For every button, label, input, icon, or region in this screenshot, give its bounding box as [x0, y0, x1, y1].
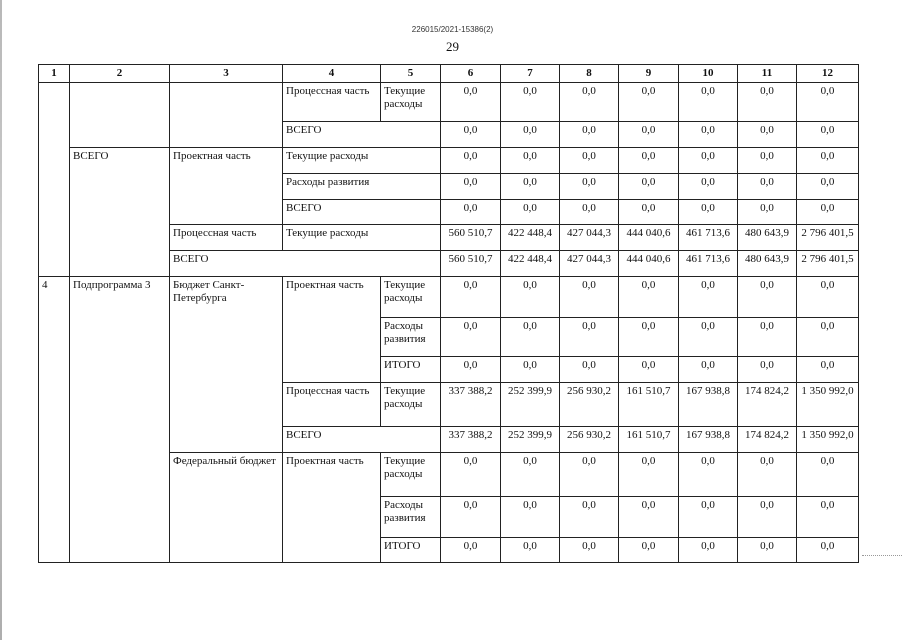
value-cell: 0,0: [619, 497, 679, 538]
expense-type: Текущие расходы: [381, 83, 441, 122]
subprogram-name: Подпрограмма 3: [70, 277, 170, 563]
column-header: 9: [619, 65, 679, 83]
budget-source: Бюджет Санкт-Петербурга: [170, 277, 283, 453]
value-cell: 560 510,7: [441, 251, 501, 277]
value-cell: 0,0: [501, 83, 560, 122]
value-cell: 461 713,6: [679, 251, 738, 277]
value-cell: 167 938,8: [679, 427, 738, 453]
value-cell: 0,0: [501, 453, 560, 497]
scan-edge: [0, 0, 2, 640]
value-cell: 0,0: [738, 453, 797, 497]
value-cell: 0,0: [441, 200, 501, 225]
value-cell: 161 510,7: [619, 383, 679, 427]
value-cell: 0,0: [797, 453, 859, 497]
total-label: ВСЕГО: [283, 200, 441, 225]
value-cell: 0,0: [797, 83, 859, 122]
value-cell: 161 510,7: [619, 427, 679, 453]
value-cell: 0,0: [560, 453, 619, 497]
part-label: Процессная часть: [283, 383, 381, 427]
part-label: Проектная часть: [283, 277, 381, 383]
value-cell: 427 044,3: [560, 251, 619, 277]
expense-type: Текущие расходы: [381, 277, 441, 318]
value-cell: 0,0: [619, 148, 679, 174]
value-cell: 0,0: [441, 122, 501, 148]
value-cell: 0,0: [679, 453, 738, 497]
column-header: 11: [738, 65, 797, 83]
part-label: Проектная часть: [283, 453, 381, 563]
value-cell: 0,0: [501, 357, 560, 383]
value-cell: 0,0: [560, 174, 619, 200]
value-cell: 0,0: [560, 497, 619, 538]
value-cell: 0,0: [619, 318, 679, 357]
value-cell: 0,0: [501, 277, 560, 318]
value-cell: 0,0: [679, 83, 738, 122]
value-cell: 0,0: [738, 318, 797, 357]
expense-type: Текущие расходы: [283, 148, 441, 174]
value-cell: 0,0: [560, 277, 619, 318]
value-cell: 256 930,2: [560, 427, 619, 453]
value-cell: 0,0: [441, 538, 501, 563]
value-cell: 480 643,9: [738, 225, 797, 251]
value-cell: 422 448,4: [501, 225, 560, 251]
scan-dots: [862, 555, 902, 556]
value-cell: 0,0: [441, 277, 501, 318]
value-cell: 0,0: [679, 277, 738, 318]
value-cell: 0,0: [679, 318, 738, 357]
column-header: 12: [797, 65, 859, 83]
total-label: ВСЕГО: [170, 251, 441, 277]
expense-type: Расходы развития: [283, 174, 441, 200]
column-header: 1: [39, 65, 70, 83]
value-cell: 0,0: [738, 357, 797, 383]
empty-cell: [39, 83, 70, 277]
part-label: Проектная часть: [170, 148, 283, 225]
value-cell: 0,0: [679, 148, 738, 174]
column-header: 10: [679, 65, 738, 83]
value-cell: 167 938,8: [679, 383, 738, 427]
value-cell: 0,0: [679, 122, 738, 148]
expense-type: Текущие расходы: [283, 225, 441, 251]
value-cell: 427 044,3: [560, 225, 619, 251]
value-cell: 0,0: [738, 538, 797, 563]
total-label: ВСЕГО: [70, 148, 170, 277]
value-cell: 0,0: [501, 318, 560, 357]
value-cell: 0,0: [619, 453, 679, 497]
value-cell: 0,0: [679, 357, 738, 383]
value-cell: 0,0: [560, 148, 619, 174]
column-header: 5: [381, 65, 441, 83]
value-cell: 0,0: [738, 277, 797, 318]
value-cell: 0,0: [679, 200, 738, 225]
expense-type: Текущие расходы: [381, 453, 441, 497]
value-cell: 0,0: [797, 538, 859, 563]
part-label: Процессная часть: [283, 83, 381, 122]
value-cell: 0,0: [679, 497, 738, 538]
column-header: 2: [70, 65, 170, 83]
value-cell: 252 399,9: [501, 427, 560, 453]
value-cell: 0,0: [619, 200, 679, 225]
total-label: ВСЕГО: [283, 122, 441, 148]
value-cell: 0,0: [679, 538, 738, 563]
value-cell: 0,0: [738, 497, 797, 538]
value-cell: 0,0: [441, 174, 501, 200]
value-cell: 0,0: [797, 148, 859, 174]
value-cell: 0,0: [560, 83, 619, 122]
value-cell: 0,0: [560, 318, 619, 357]
value-cell: 1 350 992,0: [797, 383, 859, 427]
value-cell: 0,0: [560, 538, 619, 563]
column-header: 7: [501, 65, 560, 83]
value-cell: 0,0: [560, 200, 619, 225]
value-cell: 2 796 401,5: [797, 225, 859, 251]
value-cell: 0,0: [501, 122, 560, 148]
total-label: ВСЕГО: [283, 427, 441, 453]
value-cell: 337 388,2: [441, 427, 501, 453]
column-header: 6: [441, 65, 501, 83]
value-cell: 480 643,9: [738, 251, 797, 277]
value-cell: 0,0: [619, 538, 679, 563]
value-cell: 174 824,2: [738, 383, 797, 427]
expense-type: Расходы развития: [381, 318, 441, 357]
value-cell: 1 350 992,0: [797, 427, 859, 453]
value-cell: 0,0: [797, 200, 859, 225]
value-cell: 0,0: [441, 497, 501, 538]
value-cell: 0,0: [619, 357, 679, 383]
expense-type: Текущие расходы: [381, 383, 441, 427]
value-cell: 0,0: [560, 357, 619, 383]
value-cell: 444 040,6: [619, 225, 679, 251]
value-cell: 0,0: [797, 122, 859, 148]
column-header: 3: [170, 65, 283, 83]
document-id: 226015/2021-15386(2): [411, 25, 494, 34]
expense-type: Расходы развития: [381, 497, 441, 538]
budget-source: Федеральный бюджет: [170, 453, 283, 563]
value-cell: 0,0: [441, 357, 501, 383]
page-number: 29: [446, 39, 459, 54]
value-cell: 0,0: [501, 538, 560, 563]
value-cell: 0,0: [738, 122, 797, 148]
value-cell: 0,0: [619, 122, 679, 148]
value-cell: 0,0: [441, 148, 501, 174]
value-cell: 0,0: [619, 277, 679, 318]
value-cell: 461 713,6: [679, 225, 738, 251]
itogo-label: ИТОГО: [381, 538, 441, 563]
itogo-label: ИТОГО: [381, 357, 441, 383]
value-cell: 0,0: [501, 497, 560, 538]
budget-table: [38, 64, 859, 563]
value-cell: 0,0: [738, 174, 797, 200]
empty-cell: [170, 83, 283, 148]
value-cell: 337 388,2: [441, 383, 501, 427]
value-cell: 252 399,9: [501, 383, 560, 427]
value-cell: 0,0: [441, 453, 501, 497]
column-header: 4: [283, 65, 381, 83]
value-cell: 256 930,2: [560, 383, 619, 427]
column-header: 8: [560, 65, 619, 83]
row-number: 4: [39, 277, 70, 563]
value-cell: 0,0: [441, 83, 501, 122]
value-cell: 0,0: [797, 318, 859, 357]
value-cell: 444 040,6: [619, 251, 679, 277]
table-row: [39, 277, 859, 318]
value-cell: 422 448,4: [501, 251, 560, 277]
value-cell: 174 824,2: [738, 427, 797, 453]
value-cell: 2 796 401,5: [797, 251, 859, 277]
table-row: [39, 148, 859, 174]
value-cell: 0,0: [619, 174, 679, 200]
value-cell: 0,0: [679, 174, 738, 200]
empty-cell: [70, 83, 170, 148]
value-cell: 0,0: [738, 200, 797, 225]
value-cell: 0,0: [797, 174, 859, 200]
value-cell: 0,0: [501, 148, 560, 174]
header-row: [39, 65, 859, 83]
value-cell: 0,0: [619, 83, 679, 122]
value-cell: 0,0: [441, 318, 501, 357]
value-cell: 0,0: [560, 122, 619, 148]
value-cell: 560 510,7: [441, 225, 501, 251]
value-cell: 0,0: [797, 357, 859, 383]
value-cell: 0,0: [738, 148, 797, 174]
value-cell: 0,0: [797, 277, 859, 318]
value-cell: 0,0: [738, 83, 797, 122]
value-cell: 0,0: [797, 497, 859, 538]
table-row: [39, 83, 859, 122]
part-label: Процессная часть: [170, 225, 283, 251]
value-cell: 0,0: [501, 200, 560, 225]
value-cell: 0,0: [501, 174, 560, 200]
